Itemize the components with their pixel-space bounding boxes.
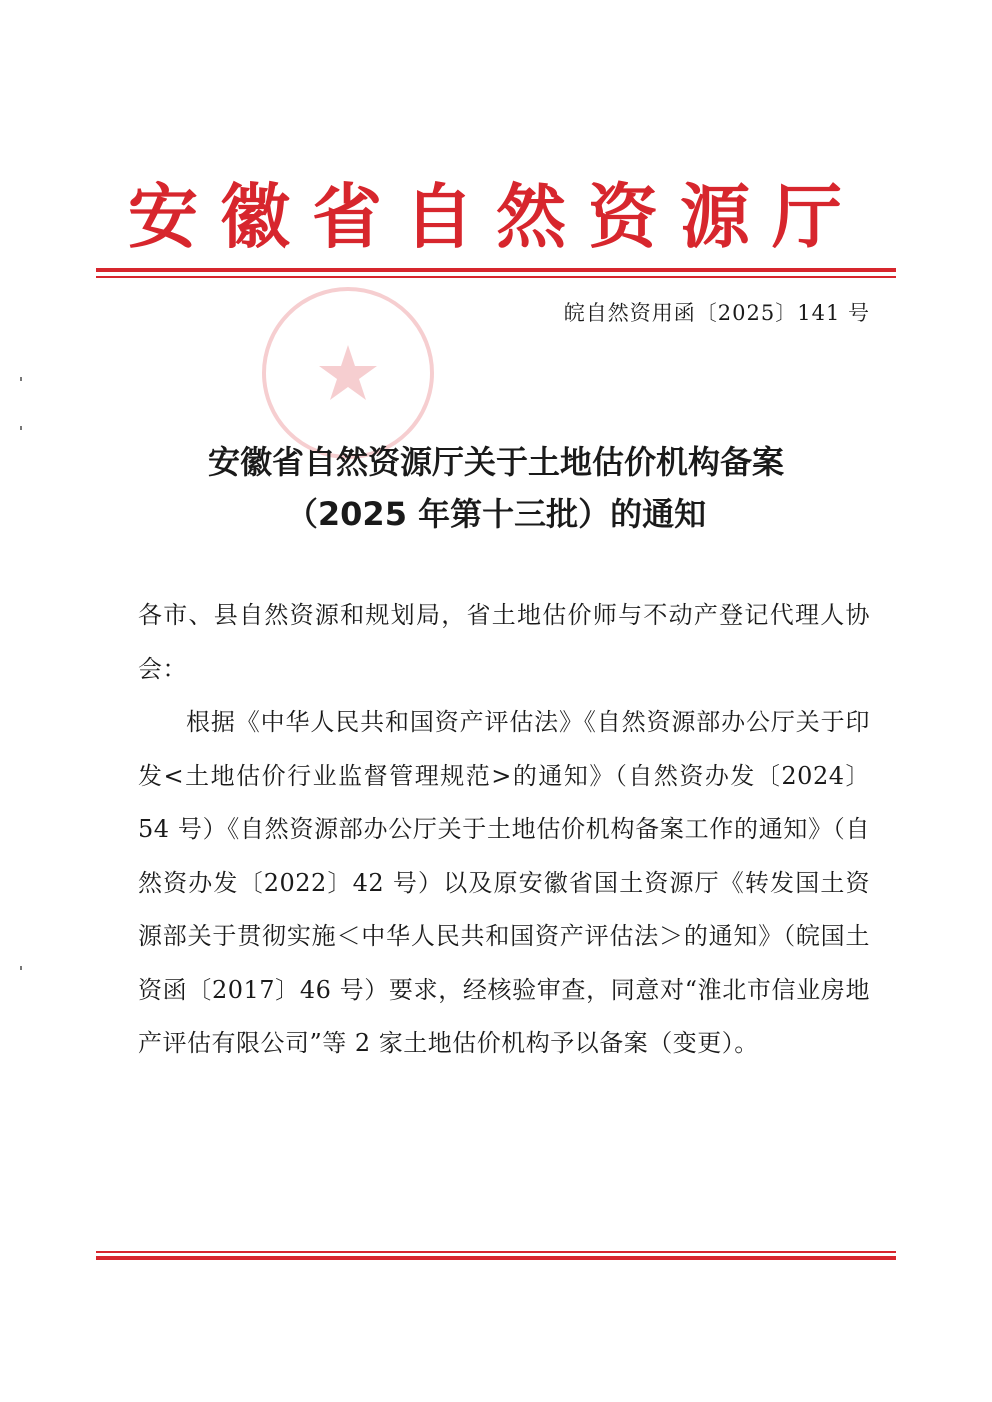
- scan-speck: [20, 377, 22, 381]
- notice-body: [138, 589, 870, 1071]
- scan-speck: [20, 966, 22, 970]
- issuer-masthead: 安徽省自然资源厅: [128, 176, 864, 258]
- document-number: 皖自然资用函〔2025〕141 号: [563, 301, 870, 325]
- header-red-rule-thick: [96, 268, 896, 272]
- body-paragraph: 根据《中华人民共和国资产评估法》《自然资源部办公厅关于印发<土地估价行业监督管理规范>的通知》（自然资办发〔2024〕54 号）《自然资源部办公厅关于土地估价机构备案工作的通知》（自然资办发〔2022〕42 号）以及原安徽省国土资源厅《转发国土资源部关于贯彻实施＜中华人民共和国资产评估法＞的通知》（皖国土资函〔2017〕46 号）要求，经核验审查，同意对“淮北市信业房地产评估有限公司”等 2 家土地估价机构予以备案（变更）。: [138, 708, 870, 1057]
- notice-title-line-2: （2025 年第十三批）的通知: [285, 495, 707, 533]
- salutation: 各市、县自然资源和规划局，省土地估价师与不动产登记代理人协会：: [138, 601, 870, 683]
- footer-red-rule-thin: [96, 1251, 896, 1253]
- notice-title-line-1: 安徽省自然资源厅关于土地估价机构备案: [207, 443, 784, 481]
- header-red-rule-thin: [96, 276, 896, 278]
- scan-speck: [20, 426, 22, 430]
- footer-red-rule-thick: [96, 1256, 896, 1260]
- notice-title: [96, 436, 896, 540]
